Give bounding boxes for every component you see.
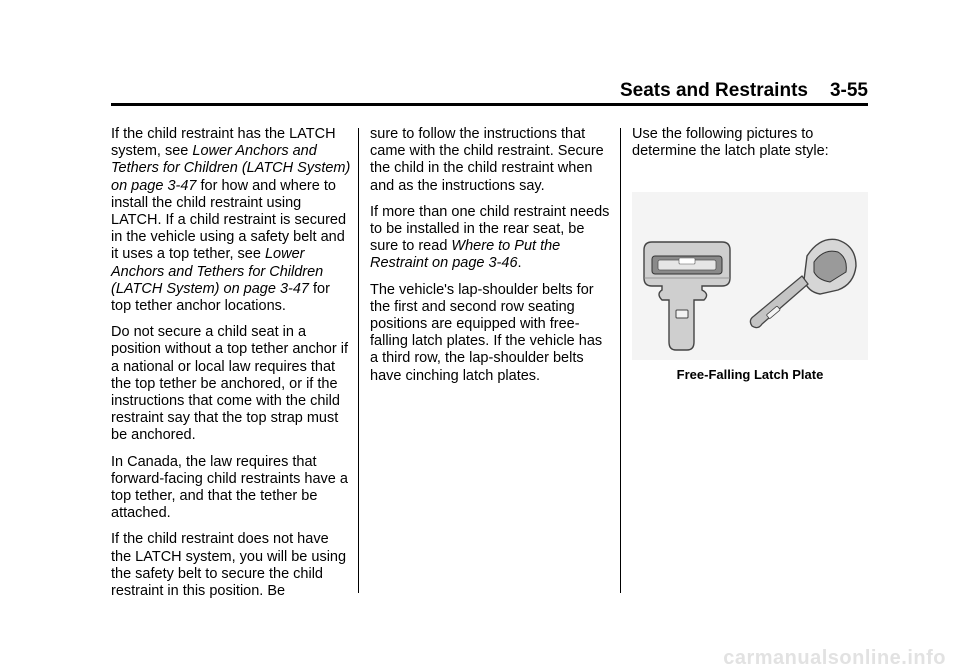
free-falling-latch-plate-front-icon — [644, 242, 730, 350]
latch-plate-illustration-icon — [632, 192, 868, 360]
column-1 — [111, 126, 351, 609]
paragraph: The vehicle's lap-shoulder belts for the first and second row seating positions are equipped with free-falling latch plates. If the vehicle has a third row, the lap-shoulder belts have cinching latch plates. — [370, 281, 603, 384]
figure-caption: Free-Falling Latch Plate — [676, 367, 824, 382]
page-number: 3-55 — [829, 80, 868, 101]
free-falling-latch-plate-angled-icon — [750, 239, 856, 327]
paragraph: If the child restraint does not have the LATCH system, you will be using the safety belt to secure the child restraint in this position. Be — [111, 531, 347, 600]
cross-reference-link[interactable]: Lower Anchors and Tethers for Children (LATCH System) on page 3-47 — [111, 246, 324, 297]
paragraph: Do not secure a child seat in a position without a top tether anchor if a national or local law requires that the top tether be anchored, or if the instructions that come with the child restraint say that the top strap must be anchored. — [111, 324, 348, 444]
section-title: Seats and Restraints — [620, 80, 808, 101]
column-2 — [370, 126, 610, 394]
header-rule — [111, 103, 868, 106]
paragraph: If more than one child restraint needs to be installed in the rear seat, be sure to read Where to Put the Restraint on page 3-46. — [370, 203, 610, 272]
column-divider-left — [358, 128, 359, 593]
cross-reference-link[interactable]: Where to Put the Restraint on page 3-46 — [370, 238, 561, 272]
cross-reference-link[interactable]: Lower Anchors and Tethers for Children (LATCH System) on page 3-47 — [111, 143, 351, 194]
paragraph: In Canada, the law requires that forward-facing child restraints have a top tether, and that the tether be attached. — [111, 453, 348, 522]
paragraph: sure to follow the instructions that came with the child restraint. Secure the child in the child restraint when and as the instructions say. — [370, 126, 604, 194]
paragraph: Use the following pictures to determine the latch plate style: — [632, 126, 829, 160]
paragraph: If the child restraint has the LATCH system, see Lower Anchors and Tethers for Children (LATCH System) on page 3-47 for how and where to install the child restraint using LATCH. If a child restraint is secured in the vehicle using a safety belt and it uses a top tether, see Lower Anchors and Tethers for Children (LATCH System) on page 3-47 for top tether anchor locations. — [111, 126, 351, 315]
latch-plate-figure — [632, 192, 868, 360]
watermark: carmanualsonline.info — [723, 647, 946, 669]
page-header — [111, 80, 868, 102]
column-divider-right — [620, 128, 621, 593]
column-3 — [632, 126, 872, 169]
